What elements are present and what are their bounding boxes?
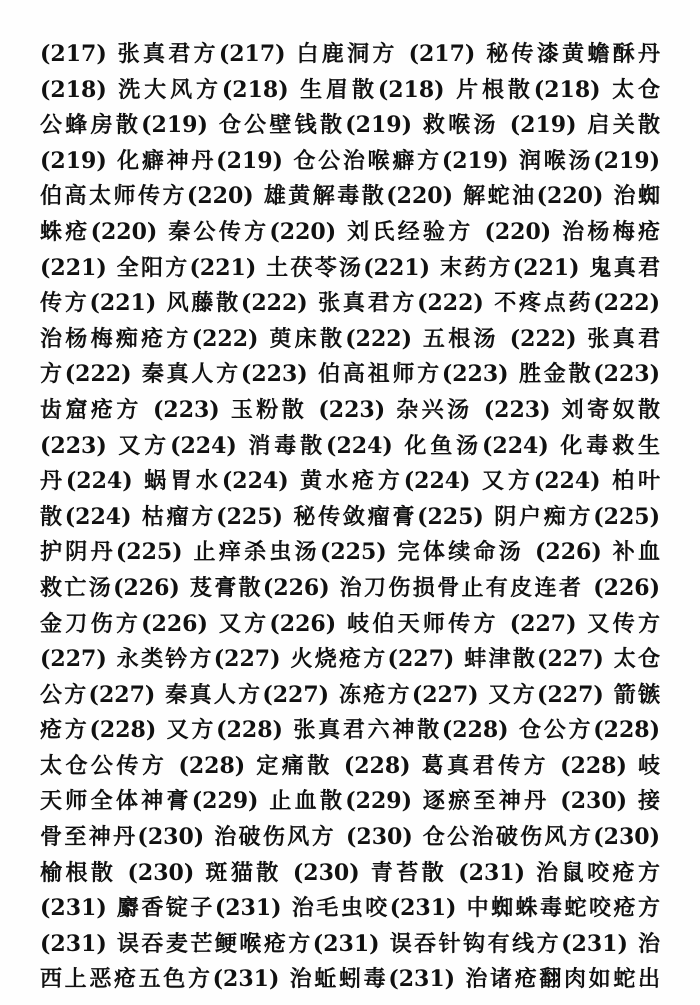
text-line: 金刀伤方(226) 又方(226) 岐伯天师传方 (227) 又传方 — [40, 610, 660, 637]
text-line: 西上恶疮五色方(231) 治蚯蚓毒(231) 治诸疮翻肉如蛇出 — [40, 966, 660, 993]
text-line: 太仓公传方 (228) 定痛散 (228) 葛真君传方 (228) 岐 — [40, 752, 660, 779]
text-line: 治杨梅痴疮方(222) 萸床散(222) 五根汤 (222) 张真君 — [40, 325, 660, 352]
text-line: 榆根散 (230) 斑猫散 (230) 青苔散 (231) 治鼠咬疮方 — [40, 859, 660, 886]
text-line: 护阴丹(225) 止痒杀虫汤(225) 完体续命汤 (226) 补血 — [40, 539, 660, 566]
text-line: 方(222) 秦真人方(223) 伯高祖师方(223) 胜金散(223) — [40, 361, 660, 388]
text-line: 天师全体神膏(229) 止血散(229) 逐瘀至神丹 (230) 接 — [40, 788, 660, 815]
text-line: 传方(221) 风藤散(222) 张真君方(222) 不疼点药(222) — [40, 290, 660, 317]
text-line: (231) 误吞麦芒鲠喉疮方(231) 误吞针钩有线方(231) 治 — [40, 930, 660, 957]
text-line: 公蜂房散(219) 仓公壁钱散(219) 救喉汤 (219) 启关散 — [40, 112, 660, 139]
text-line: 齿窟疮方 (223) 玉粉散 (223) 杂兴汤 (223) 刘寄奴散 — [40, 396, 660, 423]
text-line: 蛛疮(220) 秦公传方(220) 刘氏经验方 (220) 治杨梅疮 — [40, 218, 660, 245]
text-line: 救亡汤(226) 芨膏散(226) 治刀伤损骨止有皮连者 (226) — [40, 574, 660, 601]
text-body — [40, 37, 660, 998]
text-line: 公方(227) 秦真人方(227) 冻疮方(227) 又方(227) 箭镞 — [40, 681, 660, 708]
text-line: 散(224) 枯瘤方(225) 秘传敛瘤膏(225) 阴户痴方(225) — [40, 503, 660, 530]
text-line: 伯高太师传方(220) 雄黄解毒散(220) 解蛇油(220) 治蜘 — [40, 183, 660, 210]
text-line: (221) 全阳方(221) 土茯苓汤(221) 末药方(221) 鬼真君 — [40, 254, 660, 281]
text-line: 丹(224) 蜗胃水(224) 黄水疮方(224) 又方(224) 柏叶 — [40, 468, 660, 495]
text-line: (217) 张真君方(217) 白鹿洞方 (217) 秘传漆黄蟾酥丹 — [40, 41, 660, 67]
text-line: 骨至神丹(230) 治破伤风方 (230) 仓公治破伤风方(230) — [40, 824, 660, 851]
text-line: (219) 化癖神丹(219) 仓公治喉癖方(219) 润喉汤(219) — [40, 147, 660, 174]
text-line: 疮方(228) 又方(228) 张真君六神散(228) 仓公方(228) — [40, 717, 660, 744]
text-line: (218) 洗大风方(218) 生眉散(218) 片根散(218) 太仓 — [40, 76, 660, 103]
text-line: (223) 又方(224) 消毒散(224) 化鱼汤(224) 化毒救生 — [40, 432, 660, 459]
text-line: (227) 永类钤方(227) 火烧疮方(227) 蚌津散(227) 太仓 — [40, 646, 660, 673]
text-line: (231) 麝香锭子(231) 治毛虫咬(231) 中蜘蛛毒蛇咬疮方 — [40, 895, 660, 922]
